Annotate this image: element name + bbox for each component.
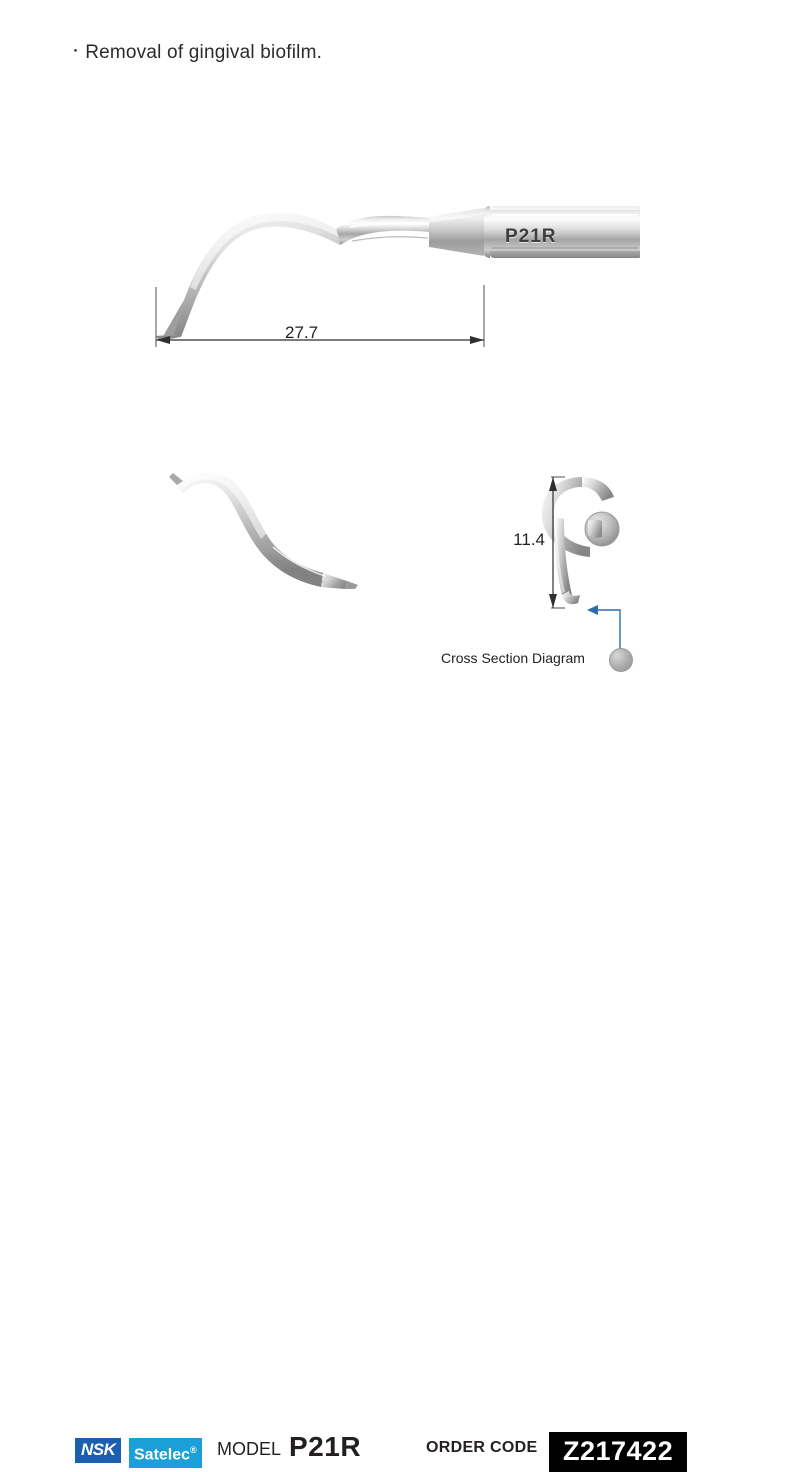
brand-satelec-logo — [129, 1438, 202, 1468]
length-value: 27.7 — [285, 323, 319, 342]
scaler-tip-side-illustration — [165, 455, 365, 605]
order-code-label: ORDER CODE — [426, 1439, 538, 1456]
length-dimension-svg — [150, 285, 495, 355]
bullet-icon: ・ — [68, 43, 84, 60]
cross-section-leader-svg — [585, 596, 635, 656]
height-dimension — [495, 468, 565, 618]
registered-mark-icon: ® — [190, 1445, 197, 1455]
cross-section-label: Cross Section Diagram — [441, 650, 585, 666]
cross-section-leader — [585, 596, 635, 656]
brand-satelec-text: Satelec — [134, 1446, 191, 1464]
cross-section-dot-icon — [609, 648, 633, 672]
page-title — [68, 40, 322, 64]
length-dimension — [150, 285, 495, 355]
model-label: MODEL — [217, 1439, 282, 1459]
model-value: P21R — [289, 1431, 362, 1462]
page-title-text: Removal of gingival biofilm. — [85, 42, 323, 63]
footer — [0, 716, 800, 1466]
shaft-model-label: P21R — [505, 226, 557, 247]
scaler-tip-side-svg — [165, 455, 365, 605]
height-value: 11.4 — [513, 530, 545, 549]
order-code-value: Z217422 — [549, 1432, 687, 1472]
brand-nsk-logo: NSK — [75, 1438, 121, 1463]
